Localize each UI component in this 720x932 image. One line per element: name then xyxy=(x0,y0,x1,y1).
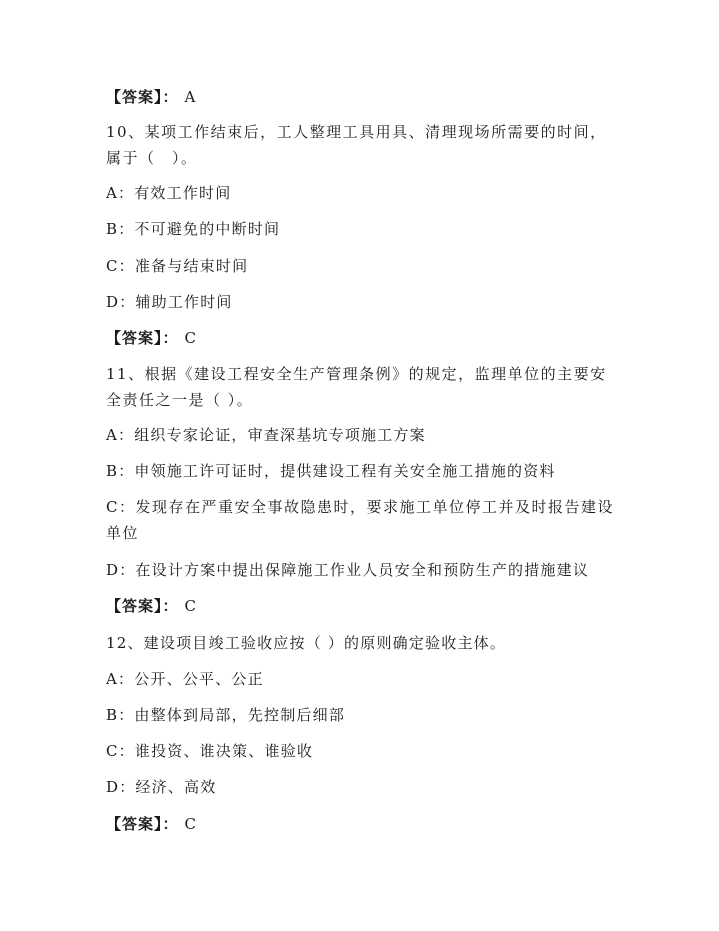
option-11-b: B：申领施工许可证时，提供建设工程有关安全施工措施的资料 xyxy=(106,462,556,480)
option-10-b: B：不可避免的中断时间 xyxy=(106,220,281,238)
option-11-d: D：在设计方案中提出保障施工作业人员安全和预防生产的措施建议 xyxy=(106,561,590,579)
answer-value: C xyxy=(184,815,197,833)
answer-label: 【答案】： xyxy=(106,597,179,615)
question-12: 12、建设项目竣工验收应按（ ）的原则确定验收主体。 xyxy=(106,634,507,652)
question-10: 10、某项工作结束后，工人整理工具用具、清理现场所需要的时间，属于（ ）。 xyxy=(106,123,607,167)
answer-label: 【答案】： xyxy=(106,815,179,833)
answer-line-11 xyxy=(106,596,197,616)
option-11-a: A：组织专家论证，审查深基坑专项施工方案 xyxy=(106,426,426,444)
answer-line-12 xyxy=(106,814,197,834)
option-12-d: D：经济、高效 xyxy=(106,778,217,796)
answer-value: A xyxy=(184,88,197,106)
answer-value: C xyxy=(184,597,197,615)
option-11-c: C：发现存在严重安全事故隐患时，要求施工单位停工并及时报告建设单位 xyxy=(106,498,614,542)
answer-value: C xyxy=(184,329,197,347)
option-12-c: C：谁投资、谁决策、谁验收 xyxy=(106,742,314,760)
answer-line-10 xyxy=(106,328,197,348)
question-11: 11、根据《建设工程安全生产管理条例》的规定，监理单位的主要安全责任之一是（ ）。 xyxy=(106,365,607,409)
answer-label: 【答案】： xyxy=(106,329,179,347)
answer-label: 【答案】： xyxy=(106,88,179,106)
option-12-b: B：由整体到局部，先控制后细部 xyxy=(106,706,346,724)
option-10-c: C：准备与结束时间 xyxy=(106,257,249,275)
answer-line-9 xyxy=(106,87,196,107)
option-12-a: A：公开、公平、公正 xyxy=(106,670,264,688)
option-10-d: D：辅助工作时间 xyxy=(106,293,233,311)
option-10-a: A：有效工作时间 xyxy=(106,184,232,202)
